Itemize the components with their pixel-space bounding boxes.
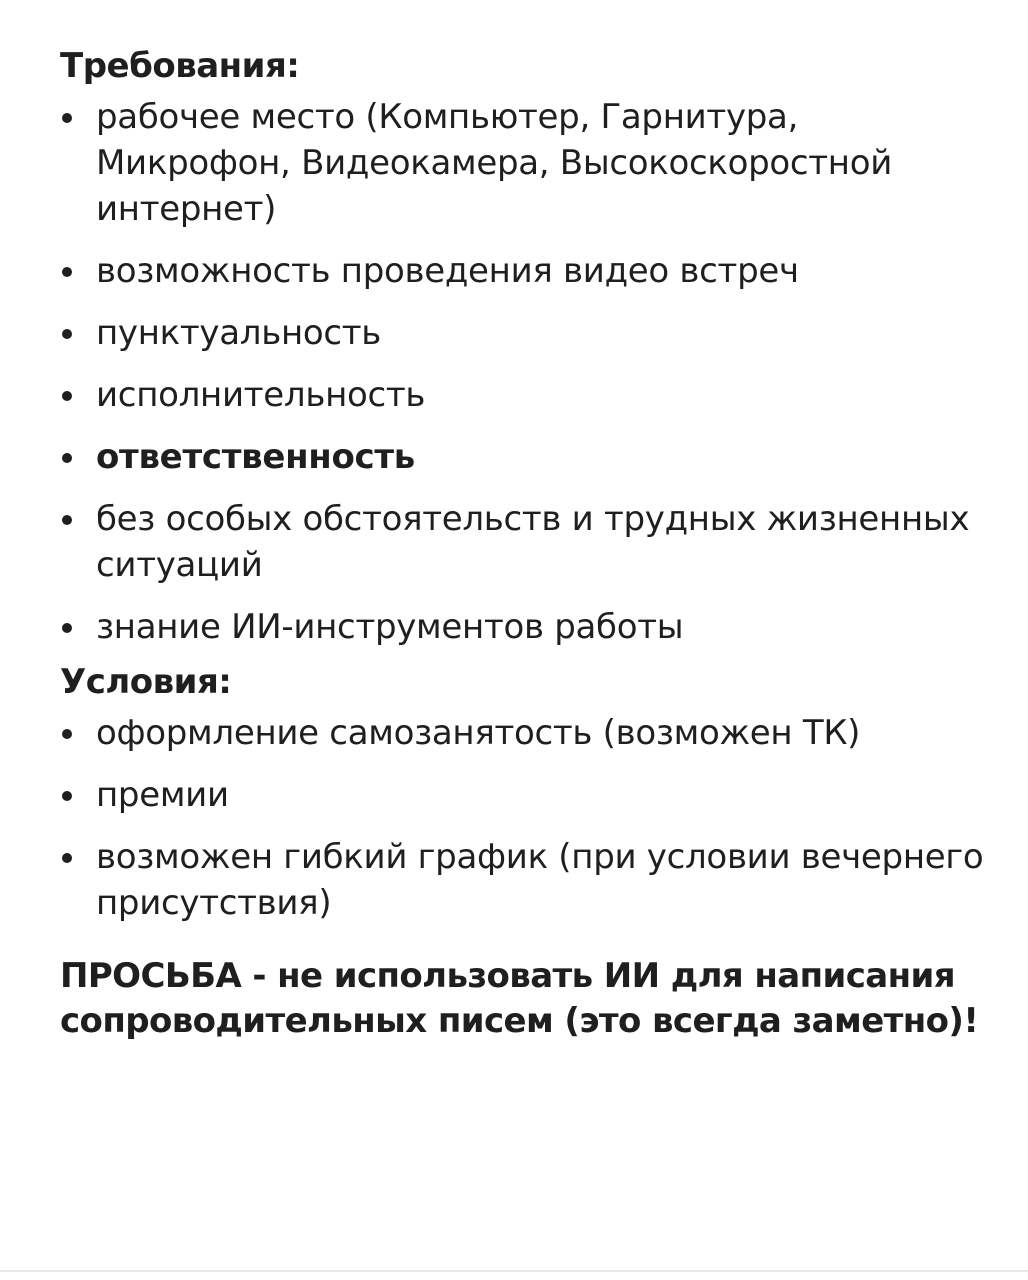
requirements-heading: Требования:: [60, 46, 300, 86]
requirements-list: [60, 94, 990, 650]
list-item: возможность проведения видео встреч: [60, 248, 990, 294]
divider: [0, 1270, 1028, 1272]
list-item: возможен гибкий график (при условии вечернего присутствия): [60, 834, 990, 926]
conditions-list: [60, 710, 990, 926]
conditions-heading: Условия:: [60, 662, 232, 702]
list-item: ответственность: [60, 434, 990, 480]
list-item: пунктуальность: [60, 310, 990, 356]
list-item: рабочее место (Компьютер, Гарнитура, Микрофон, Видеокамера, Высокоскоростной интернет): [60, 94, 990, 232]
post-content: [60, 38, 990, 1044]
list-item: знание ИИ-инструментов работы: [60, 604, 990, 650]
list-item: без особых обстоятельств и трудных жизненных ситуаций: [60, 496, 990, 588]
list-item: премии: [60, 772, 990, 818]
list-item: исполнительность: [60, 372, 990, 418]
list-item: оформление самозанятость (возможен ТК): [60, 710, 990, 756]
request-note: ПРОСЬБА - не использовать ИИ для написания сопроводительных писем (это всегда заметно)!: [60, 956, 979, 1041]
